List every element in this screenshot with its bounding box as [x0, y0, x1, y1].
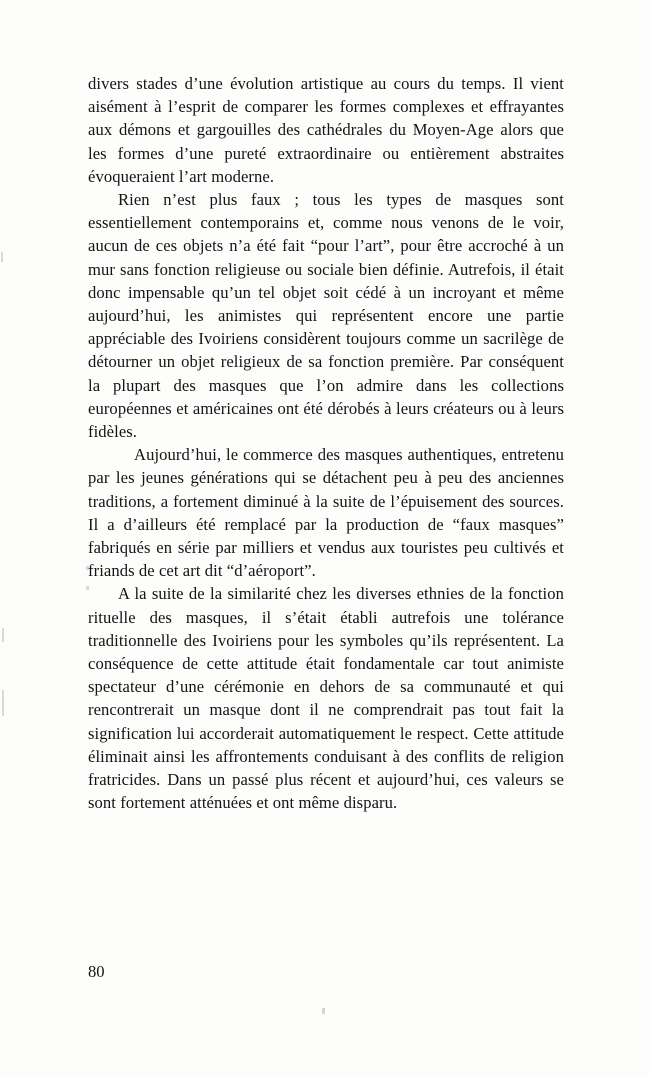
paragraph-4: A la suite de la similarité chez les diverses ethnies de la fonction rituelle des masques, il s’était établi autrefois une tolérance traditionnelle des Ivoiriens pour les symboles qu’ils représentent. La conséquence de cette attitude était fondamentale car tout animiste spectateur d’une cérémonie en dehors de sa communauté et qui rencontrerait un masque dont il ne comprendrait pas tout fait la signification lui accorderait automatiquement le respect. Cette attitude éliminait ainsi les affrontements conduisant à des conflits de religion fratricides. Dans un passé plus récent et aujourd’hui, ces valeurs se sont fortement atténuées et ont même disparu.: [88, 584, 564, 813]
page-number: 80: [88, 962, 105, 981]
scan-artifact: [2, 690, 4, 716]
scan-artifact: [2, 628, 4, 642]
paragraph-3: Aujourd’hui, le commerce des masques authentiques, entretenu par les jeunes générations qui se détachent peu à peu des anciennes traditions, a fortement diminué à la suite de l’épuisement des sources. Il a d’ailleurs été remplacé par la production de “faux masques” fabriqués en série par milliers et vendus aux touristes peu cultivés et friands de cet art dit “d’aéroport”.: [88, 445, 564, 581]
scan-artifact: [1, 252, 3, 262]
body-text: [88, 72, 564, 815]
paragraph-1: divers stades d’une évolution artistique au cours du temps. Il vient aisément à l’esprit de comparer les formes complexes et effrayantes aux démons et gargouilles des cathédrales du Moyen-Age alors que les formes d’une pureté extraordinaire ou entièrement abstraites évoqueraient l’art moderne.: [88, 74, 564, 186]
paragraph-2: Rien n’est plus faux ; tous les types de masques sont essentiellement contemporains et, comme nous venons de le voir, aucun de ces objets n’a été fait “pour l’art”, pour être accroché à un mur sans fonction religieuse ou sociale bien définie. Autrefois, il était donc impensable qu’un tel objet soit cédé à un incroyant et même aujourd’hui, les animistes qui représentent encore une partie appréciable des Ivoiriens considèrent toujours comme un sacrilège de détourner un objet religieux de sa fonction première. Par conséquent la plupart des masques que l’on admire dans les collections européennes et américaines ont été dérobés à leurs créateurs ou à leurs fidèles.: [88, 190, 564, 442]
scan-artifact: [322, 1008, 325, 1014]
